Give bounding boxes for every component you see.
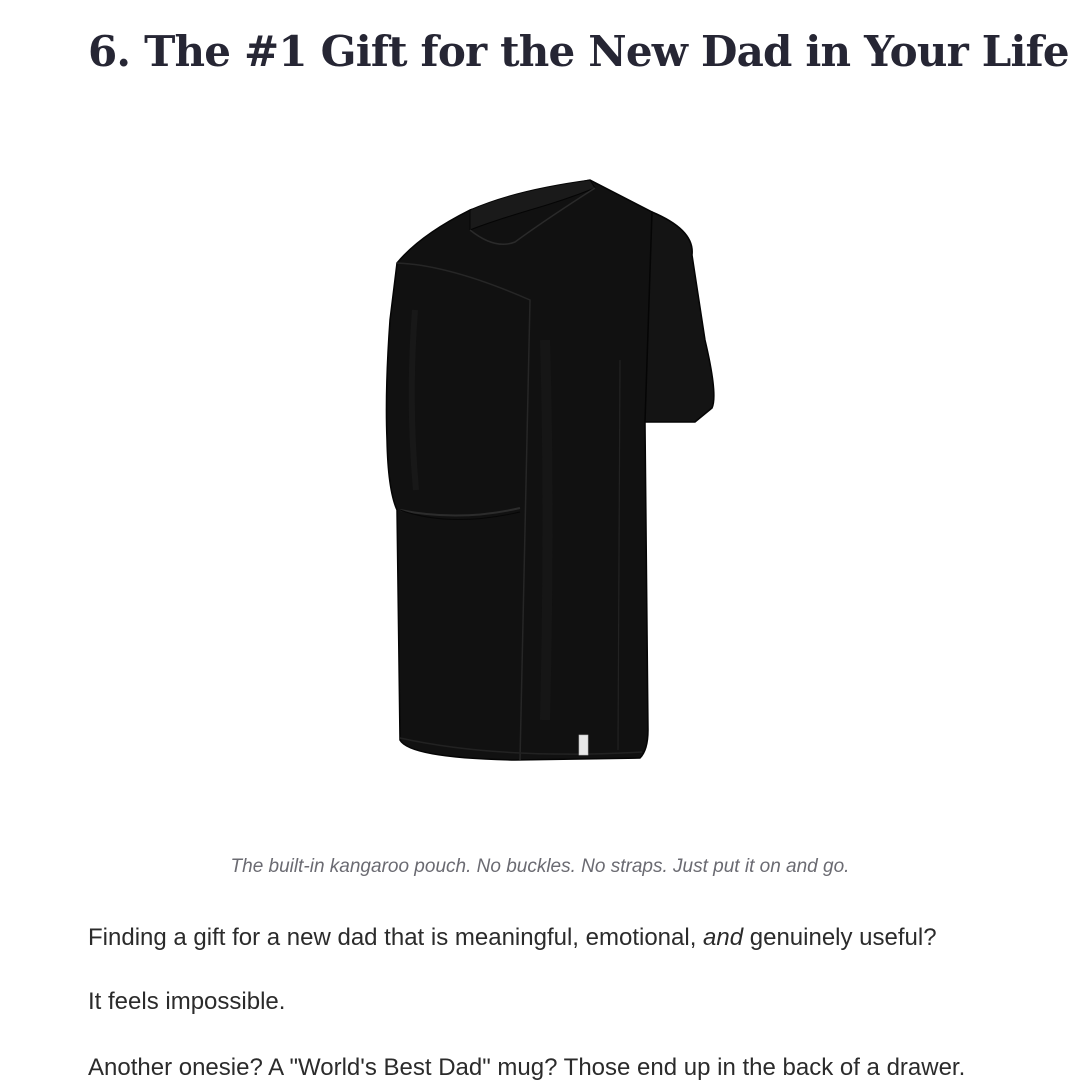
section-heading: 6. The #1 Gift for the New Dad in Your Life	[88, 27, 1069, 76]
paragraph-2: It feels impossible.	[88, 988, 286, 1015]
image-caption: The built-in kangaroo pouch. No buckles. No straps. Just put it on and go.	[230, 856, 850, 877]
paragraph-1-emphasis: and	[703, 924, 744, 951]
product-image	[300, 160, 780, 790]
paragraph-1	[88, 922, 937, 954]
paragraph-1-text: Finding a gift for a new dad that is meaningful, emotional,	[88, 924, 704, 951]
paragraph-3: Another onesie? A "World's Best Dad" mug? Those end up in the back of a drawer.	[88, 1054, 966, 1080]
paragraph-1-text-end: genuinely useful?	[743, 924, 937, 951]
black-tshirt-carrier-image	[300, 160, 780, 790]
